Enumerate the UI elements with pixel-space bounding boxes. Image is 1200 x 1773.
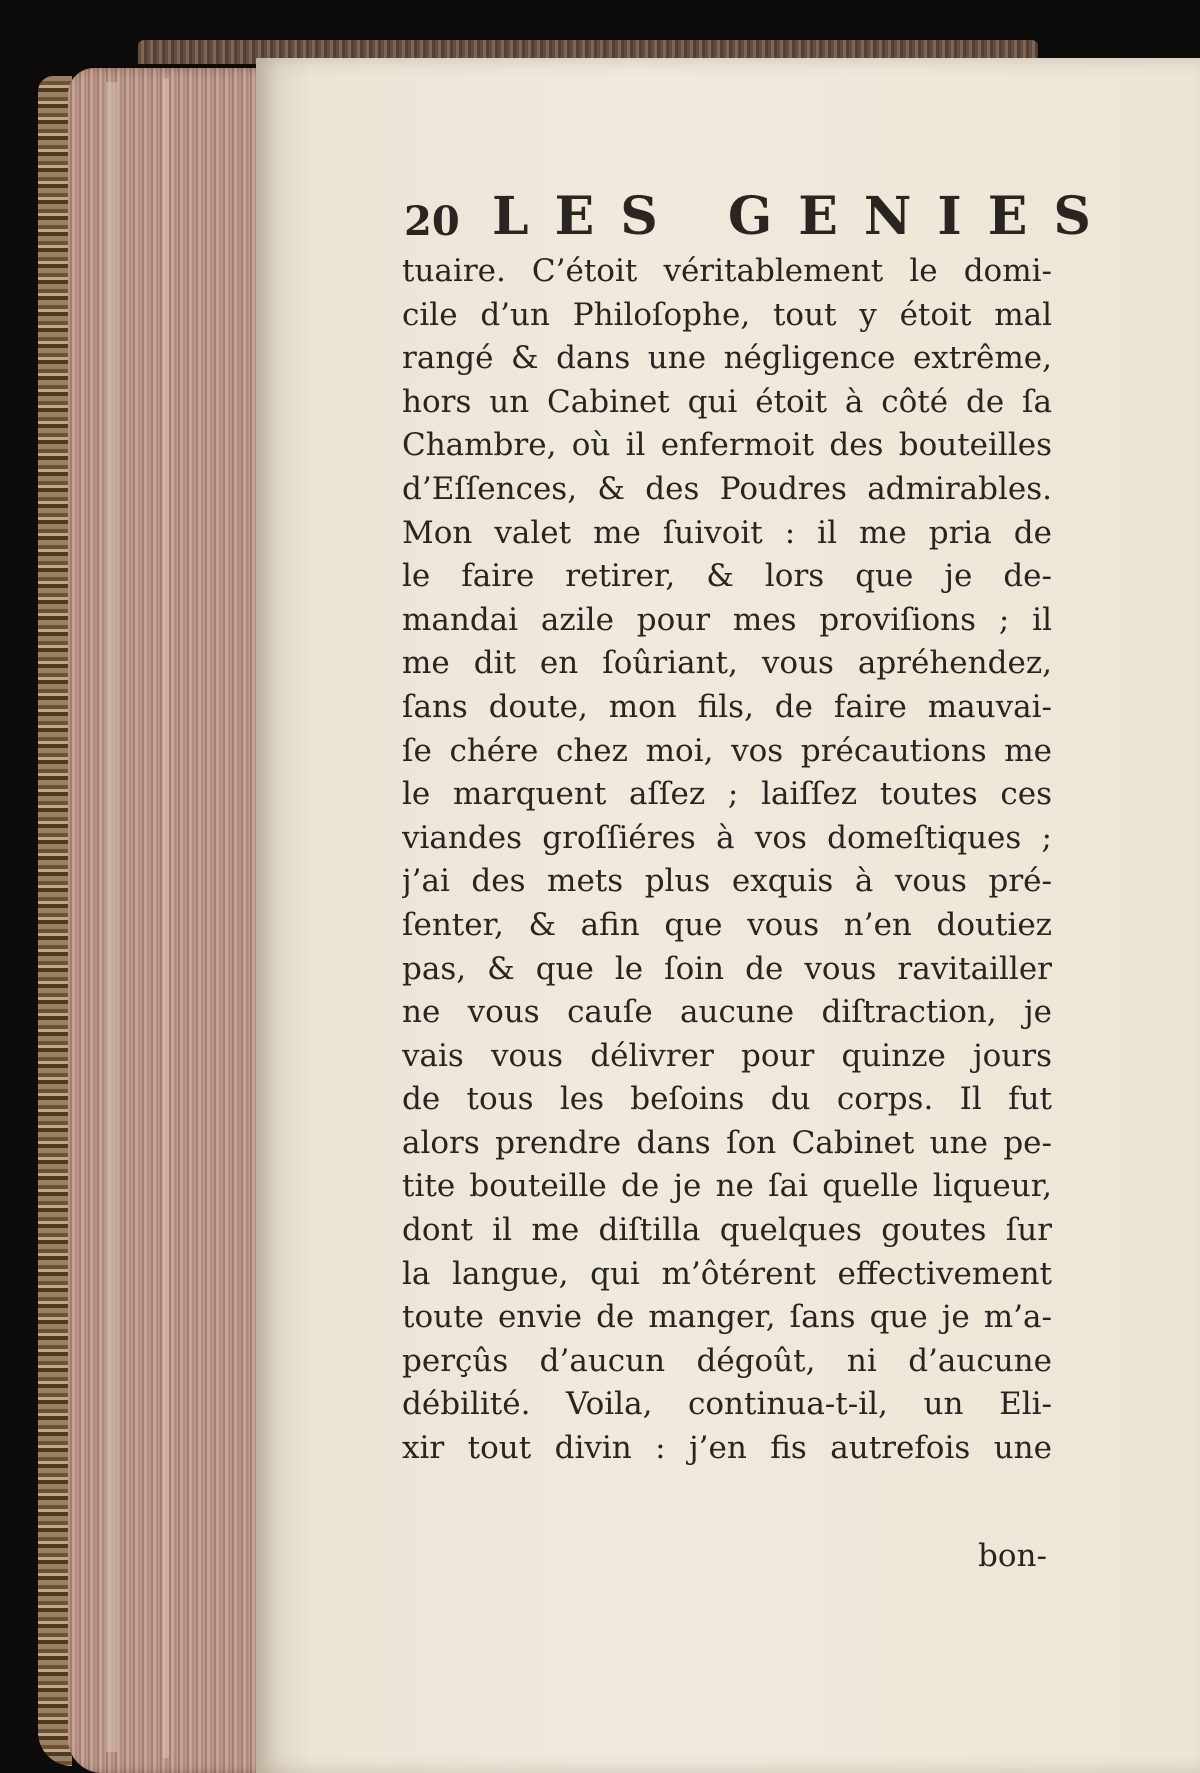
book-cover-edge bbox=[38, 76, 72, 1766]
page-number: 20 bbox=[404, 198, 460, 245]
text-line: hors un Cabinet qui étoit à côté de ſa bbox=[402, 383, 1052, 420]
book bbox=[38, 40, 1200, 1773]
text-line: Chambre, où il enfermoit des bouteilles bbox=[402, 427, 1052, 464]
text-line: tite bouteille de je ne ſai quelle liqueur, bbox=[402, 1168, 1052, 1205]
text-line: le marquent aſſez ; laiſſez toutes ces bbox=[402, 776, 1052, 813]
text-line: alors prendre dans ſon Cabinet une pe- bbox=[402, 1124, 1052, 1161]
text-line: viandes groſſiéres à vos domeſtiques ; bbox=[402, 819, 1052, 856]
text-line: ſe chére chez moi, vos précautions me bbox=[402, 732, 1052, 769]
text-line: Mon valet me ſuivoit : il me pria de bbox=[402, 514, 1052, 551]
catchword: bon- bbox=[978, 1538, 1047, 1574]
text-line: vais vous délivrer pour quinze jours bbox=[402, 1037, 1052, 1074]
text-line: débilité. Voila, continua-t-il, un Eli- bbox=[402, 1386, 1052, 1423]
text-line: mandai azile pour mes proviſions ; il bbox=[402, 601, 1052, 638]
text-line: d’Eſſences, & des Poudres admirables. bbox=[402, 470, 1052, 507]
text-line: rangé & dans une négligence extrême, bbox=[402, 340, 1052, 377]
text-line: dont il me diſtilla quelques goutes ſur bbox=[402, 1212, 1052, 1249]
page-header bbox=[404, 186, 1117, 250]
text-line: ſenter, & afin que vous n’en doutiez bbox=[402, 906, 1052, 943]
text-line: la langue, qui m’ôtérent effectivement bbox=[402, 1255, 1052, 1292]
text-line: pas, & que le ſoin de vous ravitailler bbox=[402, 950, 1052, 987]
text-line: xir tout divin : j’en fis autrefois une bbox=[402, 1430, 1052, 1467]
body-text bbox=[402, 250, 1052, 1471]
text-line: le faire retirer, & lors que je de- bbox=[402, 558, 1052, 595]
text-line: tuaire. C’étoit véritablement le domi- bbox=[402, 253, 1052, 289]
text-line: de tous les beſoins du corps. Il fut bbox=[402, 1081, 1052, 1118]
text-line: ſans doute, mon fils, de faire mauvai- bbox=[402, 688, 1052, 725]
running-title: LES GENIES bbox=[492, 186, 1117, 247]
text-line: toute envie de manger, ſans que je m’a- bbox=[402, 1299, 1052, 1336]
text-line: ne vous cauſe aucune diſtraction, je bbox=[402, 994, 1052, 1031]
text-line: me dit en ſoûriant, vous apréhendez, bbox=[402, 645, 1052, 682]
text-line: j’ai des mets plus exquis à vous pré- bbox=[402, 863, 1052, 900]
text-line: cile d’un Philoſophe, tout y étoit mal bbox=[402, 296, 1052, 333]
text-line: perçûs d’aucun dégoût, ni d’aucune bbox=[402, 1342, 1052, 1379]
book-page bbox=[256, 58, 1200, 1773]
